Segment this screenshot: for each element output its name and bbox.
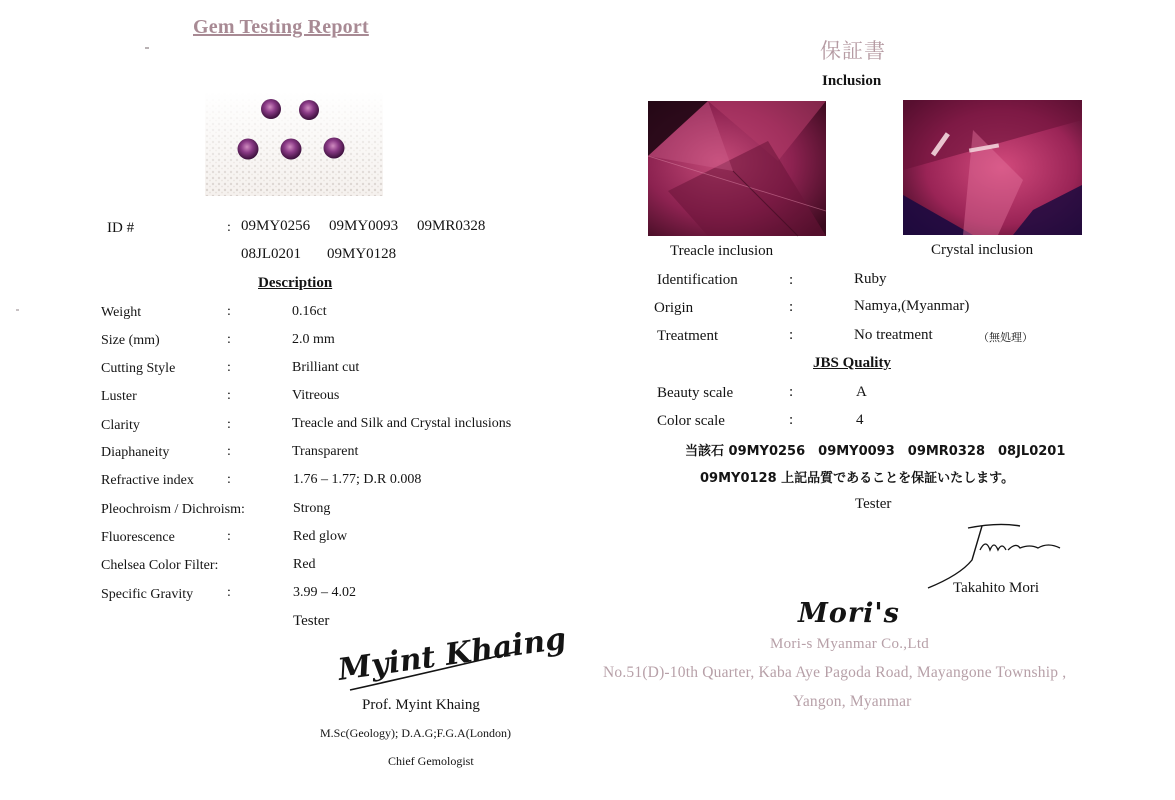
id-row-label: Origin [654,300,694,316]
property-label: Fluorescence [101,530,175,545]
property-colon: : [227,585,231,600]
gem-4 [281,139,302,160]
property-value: Brilliant cut [292,360,360,375]
property-label: Chelsea Color Filter: [101,558,219,573]
id-row-value: Namya,(Myanmar) [854,298,970,314]
property-label: Pleochroism / Dichroism: [101,502,245,517]
signer-title: Chief Gemologist [388,754,474,768]
id-row-colon: : [789,272,794,288]
jbs-quality-heading: JBS Quality [813,355,891,371]
property-colon: : [227,472,231,487]
id-row-value: No treatment [854,327,933,343]
signer-name-right: Takahito Mori [953,580,1040,596]
property-value: 2.0 mm [292,332,335,347]
property-colon: : [227,360,231,375]
property-label: Cutting Style [101,361,176,376]
crystal-inclusion-photo [903,100,1082,235]
property-label: Luster [101,389,137,404]
property-colon: : [227,304,231,319]
property-value: Red [293,557,316,572]
id-row-colon: : [789,327,794,343]
signer-credentials: M.Sc(Geology); D.A.G;F.G.A(London) [320,726,512,740]
property-value: Vitreous [292,388,340,403]
id-5: 09MY0128 [327,246,397,262]
quality-colon: : [789,412,794,428]
quality-value: 4 [856,412,864,428]
gem-5 [324,138,345,159]
signature-myint-khaing [330,621,569,697]
id-colon: : [227,220,231,235]
treacle-inclusion-photo [648,101,826,236]
property-label: Size (mm) [101,333,160,348]
property-colon: : [227,332,231,347]
id-row-label: Treatment [657,328,719,344]
property-colon: : [227,388,231,403]
id-label: ID # [107,220,135,236]
property-value: Treacle and Silk and Crystal inclusions [292,416,512,431]
company-address-line-2: Yangon, Myanmar [793,693,912,710]
id-3: 09MR0328 [417,218,486,234]
company-logo: Mori's [798,598,900,629]
inclusion-heading: Inclusion [822,73,882,89]
company-name: Mori-s Myanmar Co.,Ltd [770,636,930,652]
id-2: 09MY0093 [329,218,399,234]
id-row-note: （無処理） [978,331,1033,344]
description-heading: Description [258,275,333,291]
property-value: Red glow [293,529,348,544]
property-value: 0.16ct [292,304,327,319]
quality-colon: : [789,384,794,400]
id-row-label: Identification [657,272,738,288]
signer-name-left: Prof. Myint Khaing [362,697,480,713]
property-value: Transparent [292,444,359,459]
company-address-line-1: No.51(D)-10th Quarter, Kaba Aye Pagoda Road, Mayangone Township , [603,664,1067,681]
gem-2 [299,100,319,120]
property-colon: : [227,529,231,544]
scan-speck [145,47,149,49]
guarantee-line-2: 09MY0128 上記品質であることを保証いたします。 [700,471,1015,486]
guarantee-line-1: 当該石 09MY0256 09MY0093 09MR0328 08JL0201 [685,444,1066,459]
guarantee-title: 保証書 [820,39,886,63]
gem-3 [238,139,259,160]
signature-script: Myint Khaing [335,621,569,688]
property-colon: : [227,417,231,432]
property-label: Refractive index [101,473,194,488]
property-value: 1.76 – 1.77; D.R 0.008 [293,472,422,487]
tester-label-left: Tester [293,613,330,629]
caption-crystal: Crystal inclusion [931,242,1034,258]
property-value: 3.99 – 4.02 [293,585,356,600]
quality-label: Beauty scale [657,385,734,401]
id-row-value: Ruby [854,271,887,287]
tester-label-right: Tester [855,496,892,512]
id-row-colon: : [789,299,794,315]
property-label: Weight [101,305,142,320]
property-label: Specific Gravity [101,587,194,602]
quality-label: Color scale [657,413,725,429]
quality-value: A [856,384,867,400]
property-colon: : [227,444,231,459]
property-value: Strong [293,501,331,516]
gem-1 [261,99,281,119]
report-title: Gem Testing Report [193,16,369,38]
id-1: 09MY0256 [241,218,311,234]
id-4: 08JL0201 [241,246,301,262]
caption-treacle: Treacle inclusion [670,243,774,259]
property-label: Diaphaneity [101,445,170,460]
property-label: Clarity [101,418,140,433]
gemstones-photo [205,92,383,196]
scan-speck [16,309,19,311]
